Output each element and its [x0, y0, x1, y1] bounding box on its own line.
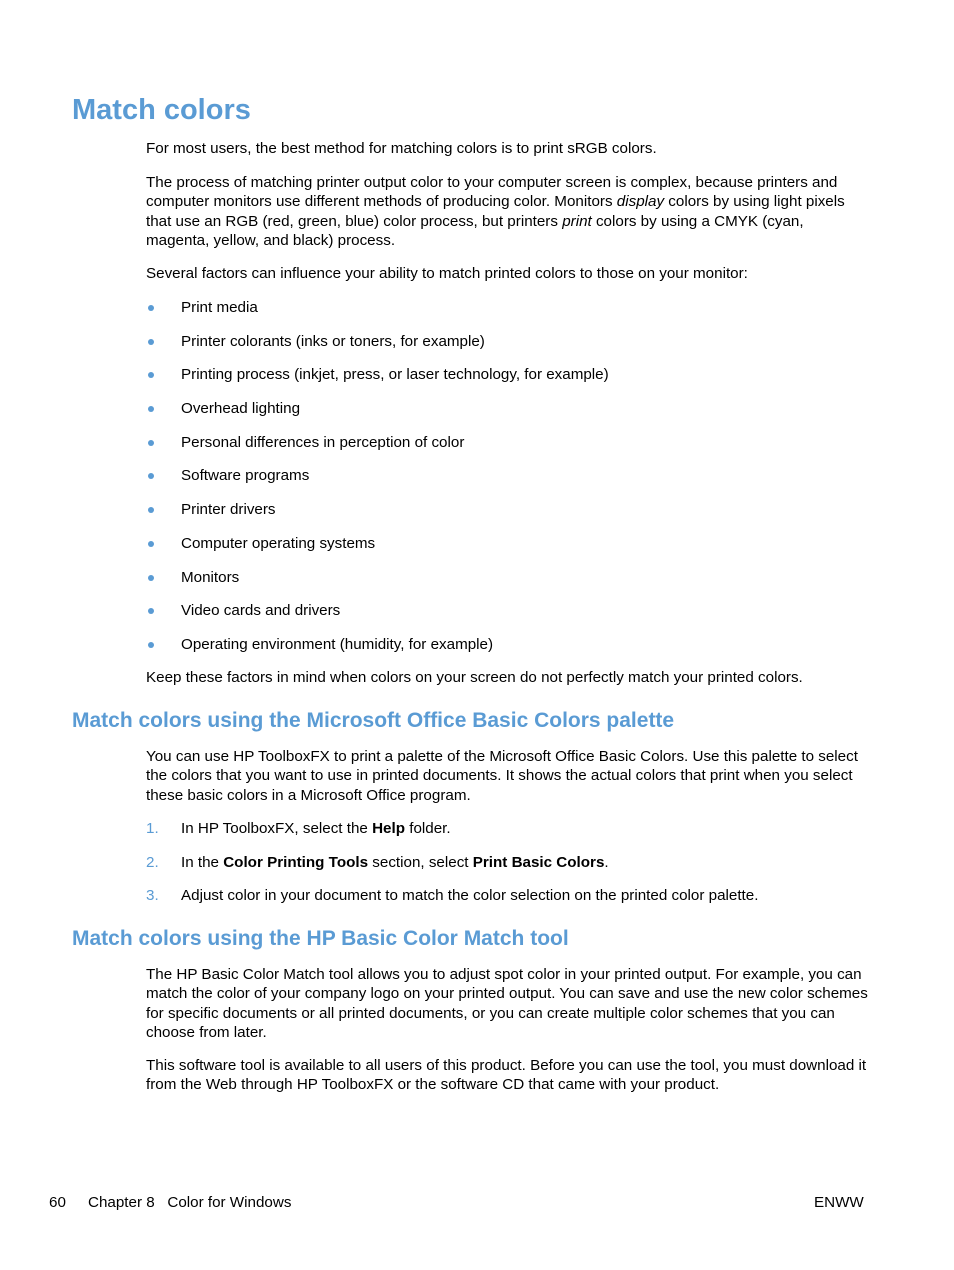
list-item: [146, 601, 870, 635]
step-text: Adjust color in your document to match the color selection on the printed color palette.: [181, 887, 759, 905]
step-item: [146, 853, 870, 887]
bullet-icon: [148, 339, 154, 345]
bullet-icon: [148, 372, 154, 378]
list-item: [146, 534, 870, 568]
step-number: 1.: [146, 820, 159, 837]
step-2-text-c: section, select: [368, 853, 473, 871]
bullet-icon: [148, 575, 154, 581]
list-item-text: Printer colorants (inks or toners, for example): [181, 332, 485, 350]
step-2-bold-color-printing-tools: Color Printing Tools: [223, 853, 369, 871]
step-item: [146, 819, 870, 853]
intro-paragraph-2: [146, 173, 870, 251]
list-item: [146, 365, 870, 399]
step-2-text-e: .: [604, 853, 609, 871]
step-1-text-a: In HP ToolboxFX, select the: [181, 820, 373, 837]
step-item: [146, 886, 870, 920]
list-item-text: Printing process (inkjet, press, or laser technology, for example): [181, 366, 609, 384]
bullet-icon: [148, 507, 154, 513]
step-text: [181, 819, 451, 838]
list-item: [146, 399, 870, 433]
bullet-icon: [148, 473, 154, 479]
list-item: [146, 568, 870, 602]
intro-p2-emphasis-display: display: [616, 193, 665, 211]
section-heading-basic-color-match: Match colors using the HP Basic Color Match tool: [72, 927, 569, 950]
list-item-text: Video cards and drivers: [181, 602, 341, 620]
intro-p2-text-a: The process of matching printer output color to your computer screen is complex, because printers and computer monitors use different methods of producing color. Monitors: [146, 174, 838, 211]
footer-document-code: ENWW: [814, 1194, 864, 1211]
list-item-text: Print media: [181, 299, 258, 316]
bullet-icon: [148, 642, 154, 648]
list-item: [146, 332, 870, 366]
bullet-icon: [148, 608, 154, 614]
list-item-text: Computer operating systems: [181, 534, 376, 552]
bullet-icon: [148, 305, 154, 311]
basic-color-match-paragraph-2: This software tool is available to all users of this product. Before you can use the tool, you must download it from the Web through HP ToolboxFX or the software CD that came with your product.: [146, 1057, 867, 1094]
step-2-bold-print-basic-colors: Print Basic Colors: [472, 853, 605, 871]
intro-p2-emphasis-print: print: [562, 212, 592, 230]
footer-page-number: 60: [49, 1194, 66, 1211]
list-item: [146, 433, 870, 467]
office-palette-paragraph: You can use HP ToolboxFX to print a palette of the Microsoft Office Basic Colors. Use this palette to select the colors that you want to use in printed documents. It shows the actual colors that print when you select these basic colors in a Microsoft Office program.: [146, 748, 858, 804]
list-item-text: Software programs: [181, 467, 310, 485]
intro-paragraph-1: For most users, the best method for matching colors is to print sRGB colors.: [146, 140, 657, 157]
list-item-text: Operating environment (humidity, for example): [181, 635, 494, 653]
step-2-text-a: In the: [181, 853, 224, 871]
bullet-icon: [148, 406, 154, 412]
factors-list: [146, 298, 870, 669]
list-item-text: Overhead lighting: [181, 400, 301, 418]
list-item: [146, 298, 870, 332]
intro-paragraph-3: Several factors can influence your ability to match printed colors to those on your monitor:: [146, 265, 748, 282]
step-1-text-c: folder.: [405, 820, 451, 837]
list-item: [146, 500, 870, 534]
page-title: Match colors: [72, 94, 251, 126]
basic-color-match-paragraph-1: The HP Basic Color Match tool allows you to adjust spot color in your printed output. For example, you can match the color of your company logo on your printed output. You can save and use the new color schemes for specific documents or all printed documents, or you can create multiple color schemes that you can choose from later.: [146, 966, 868, 1042]
list-item: [146, 635, 870, 669]
section-heading-office-palette: Match colors using the Microsoft Office Basic Colors palette: [72, 709, 675, 732]
office-palette-steps: [146, 819, 870, 920]
keep-in-mind-paragraph: Keep these factors in mind when colors on your screen do not perfectly match your printed colors.: [146, 669, 803, 686]
step-text: [181, 853, 609, 872]
intro-p2-text-c: colors by using a CMYK (cyan, magenta, yellow, and black) process.: [146, 212, 804, 250]
intro-p2-text-b: colors by using light pixels that use an RGB (red, green, blue) color process, but printers: [146, 193, 845, 230]
list-item-text: Printer drivers: [181, 501, 276, 519]
list-item-text: Personal differences in perception of color: [181, 433, 465, 451]
list-item-text: Monitors: [181, 568, 240, 586]
list-item: [146, 466, 870, 500]
footer-chapter: Chapter 8 Color for Windows: [88, 1194, 292, 1211]
step-number: 3.: [146, 887, 159, 905]
step-number: 2.: [146, 853, 159, 871]
step-1-bold-help: Help: [372, 820, 405, 837]
bullet-icon: [148, 541, 154, 547]
bullet-icon: [148, 440, 154, 446]
